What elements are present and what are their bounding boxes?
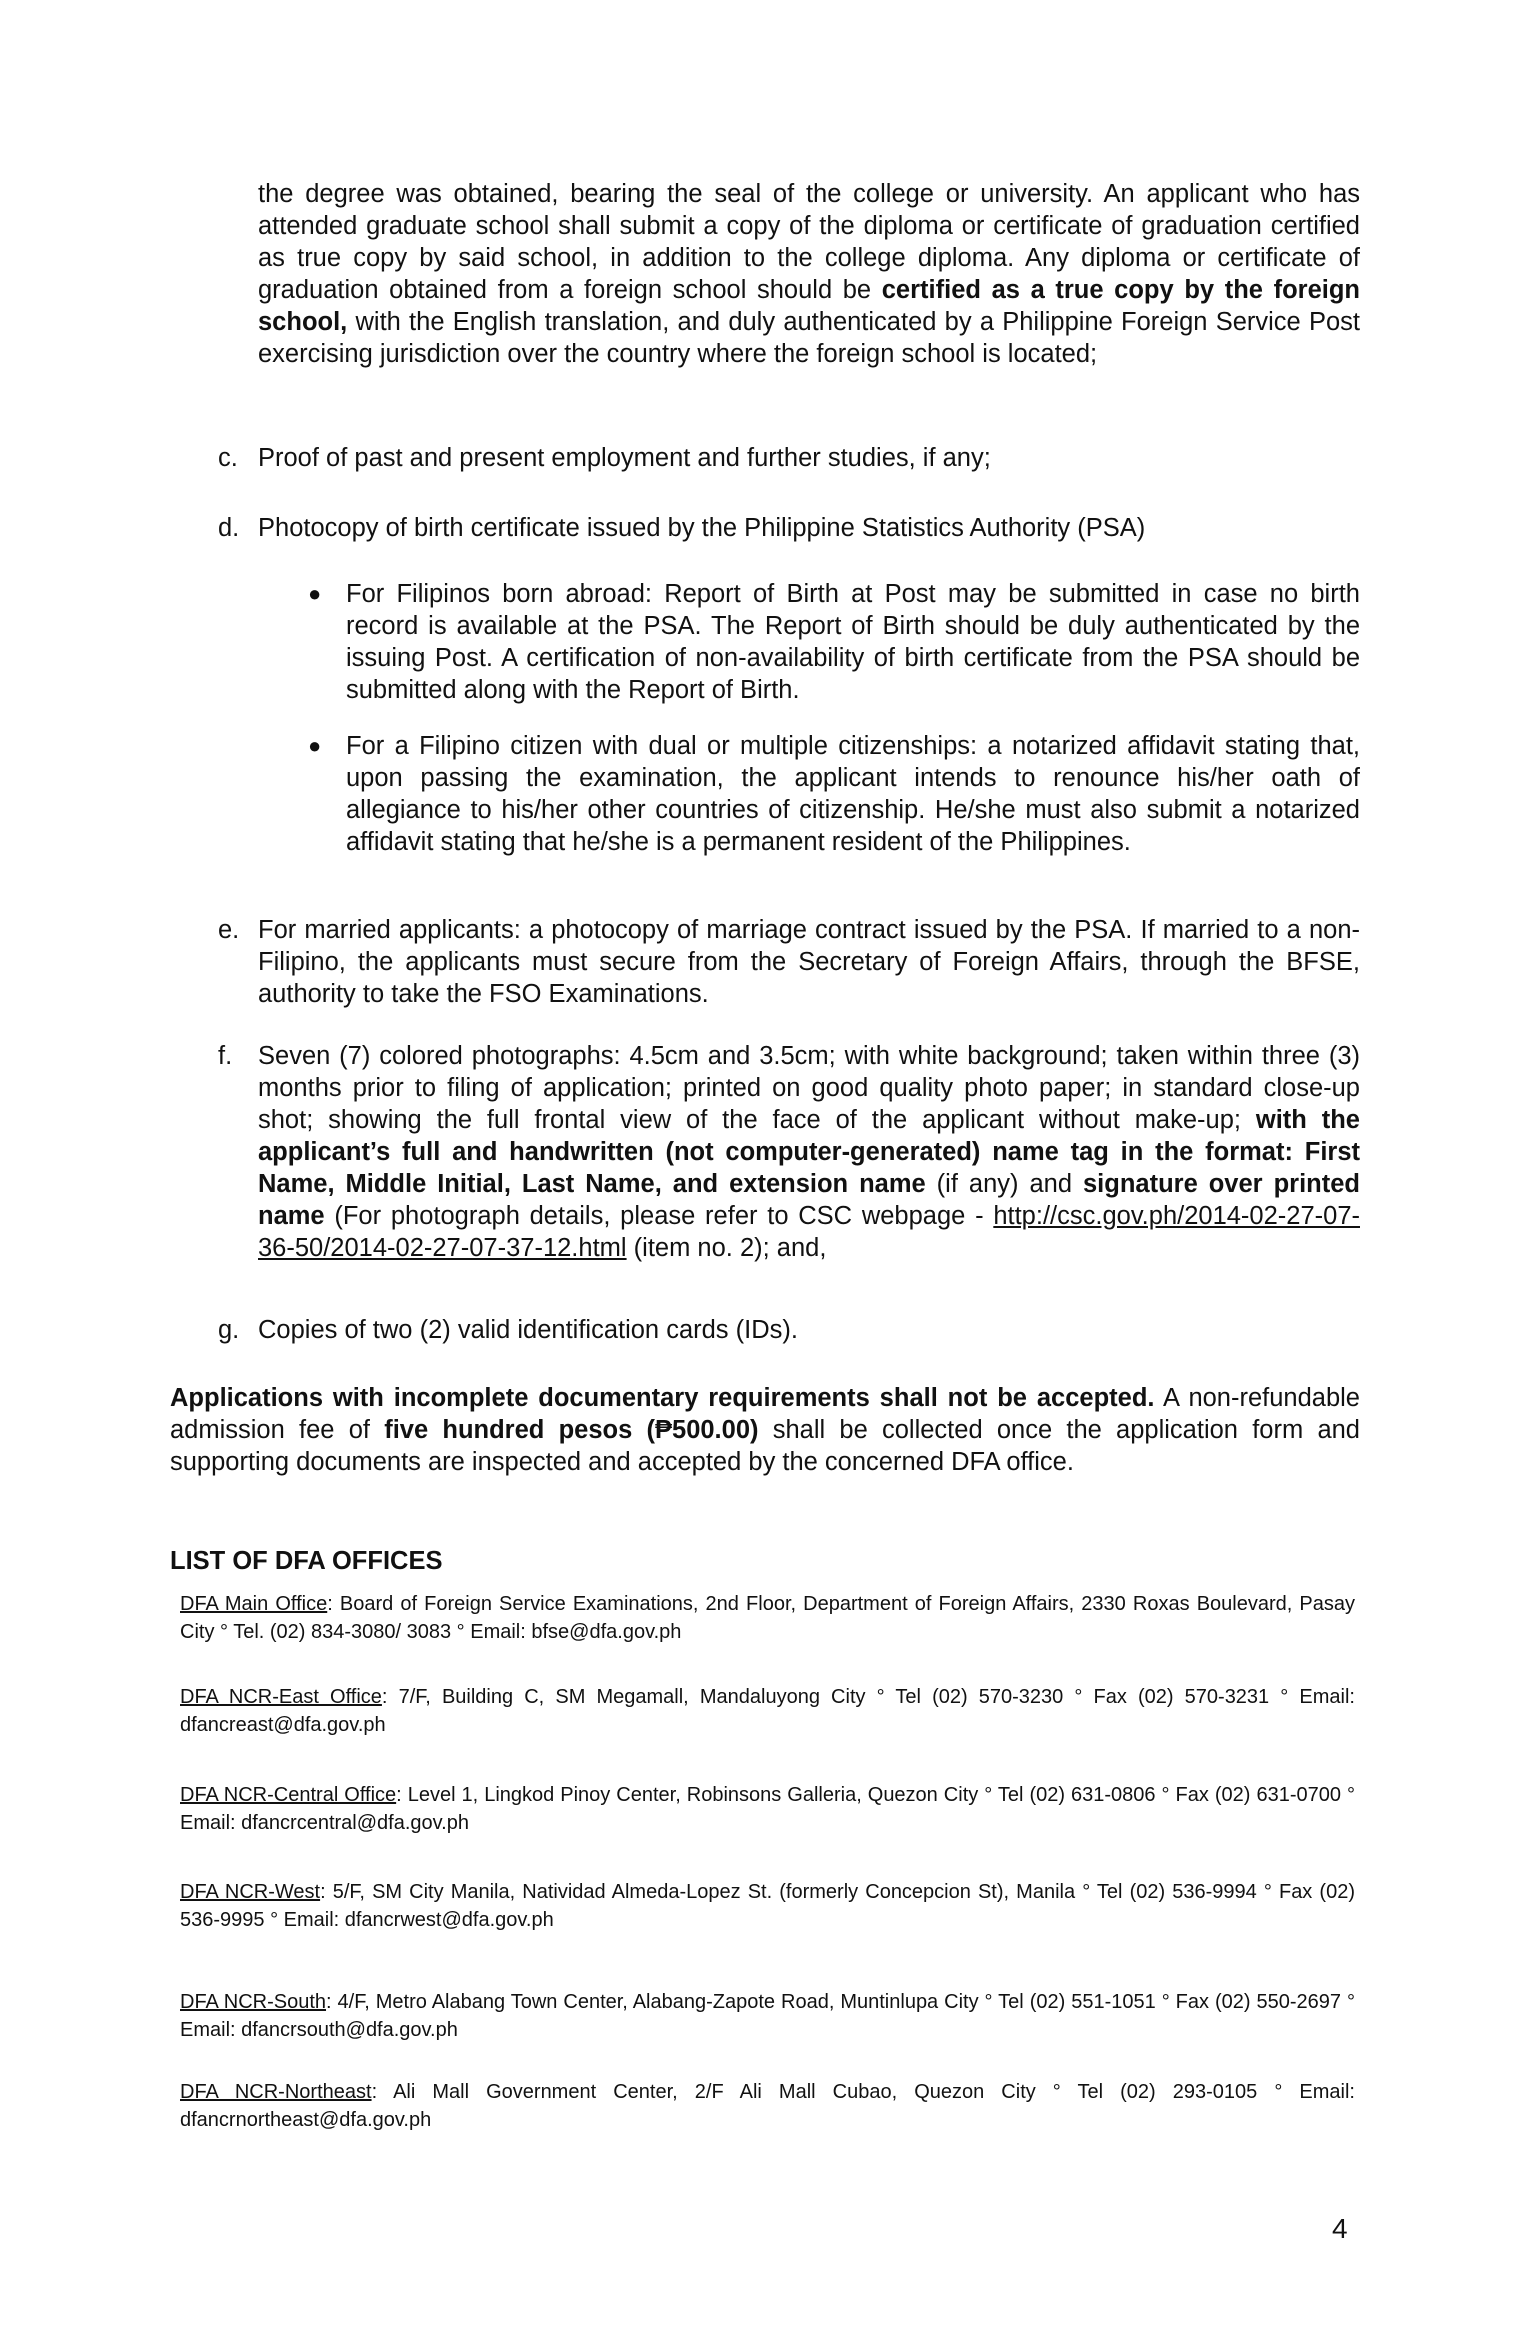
office-details: : 7/F, Building C, SM Megamall, Mandaluyong City ° Tel (02) 570-3230 ° Fax (02) 570-3231 ° Email: dfancreast@dfa.gov.ph [180, 1686, 1355, 1736]
intro-text: the degree was obtained, bearing the seal of the college or university. An applicant who has attended graduate school shall submit a copy of the diploma or certificate of graduation certified as true copy by said school, in addition to the college diploma. Any diploma or certificate of graduation obtained from a foreign school should be [258, 180, 1360, 304]
item-f-text-4: (item no. 2); and, [626, 1234, 827, 1262]
office-details: : Board of Foreign Service Examinations, 2nd Floor, Department of Foreign Affairs, 2330 Roxas Boulevard, Pasay City ° Tel. (02) 834-3080/ 3083 ° Email: bfse@dfa.gov.ph [180, 1593, 1355, 1643]
notice-bold-2: five hundred pesos (₱500.00) [384, 1416, 759, 1444]
office-details: : 5/F, SM City Manila, Natividad Almeda-Lopez St. (formerly Concepcion St), Manila ° Tel (02) 536-9994 ° Fax (02) 536-9995 ° Email: dfancrwest@dfa.gov.ph [180, 1881, 1355, 1931]
item-f [218, 1040, 1360, 1264]
intro-paragraph [258, 178, 1360, 370]
bullet-icon: ● [308, 733, 322, 758]
office-entry [180, 1988, 1355, 2044]
item-f-label: f. [218, 1042, 233, 1070]
bullet-icon: ● [308, 581, 322, 606]
notice-text-2: shall be collected once the application form and supporting documents are inspected and accepted by the concerned DFA office. [170, 1416, 1360, 1476]
item-d [218, 512, 1360, 544]
item-g-label: g. [218, 1316, 240, 1344]
item-e-text: For married applicants: a photocopy of marriage contract issued by the PSA. If married to a non-Filipino, the applicants must secure from the Secretary of Foreign Affairs, through the BFSE, authority to take the FSO Examinations. [258, 916, 1360, 1008]
office-name: DFA NCR-Central Office [180, 1784, 397, 1806]
item-c-text: Proof of past and present employment and further studies, if any; [258, 444, 991, 472]
item-e [218, 914, 1360, 1010]
item-f-text-2: (if any) and [925, 1170, 1083, 1198]
office-details: : 4/F, Metro Alabang Town Center, Alabang-Zapote Road, Muntinlupa City ° Tel (02) 551-1051 ° Fax (02) 550-2697 ° Email: dfancrsouth@dfa.gov.ph [180, 1991, 1355, 2041]
item-d-bullet-1 [308, 578, 1360, 706]
office-details: : Level 1, Lingkod Pinoy Center, Robinsons Galleria, Quezon City ° Tel (02) 631-0806 ° Fax (02) 631-0700 ° Email: dfancrcentral@dfa.gov.ph [180, 1784, 1355, 1834]
office-name: DFA NCR-East Office [180, 1686, 382, 1708]
offices-heading: LIST OF DFA OFFICES [170, 1547, 443, 1575]
office-details: : Ali Mall Government Center, 2/F Ali Mall Cubao, Quezon City ° Tel (02) 293-0105 ° Email: dfancrnortheast@dfa.gov.ph [180, 2081, 1355, 2131]
office-name: DFA Main Office [180, 1593, 328, 1615]
notice-bold-1: Applications with incomplete documentary requirements shall not be accepted. [170, 1384, 1155, 1412]
item-d-text: Photocopy of birth certificate issued by the Philippine Statistics Authority (PSA) [258, 514, 1146, 542]
intro-bold-text: certified as a true copy by the foreign school, [258, 276, 1360, 336]
page-number: 4 [1332, 2213, 1348, 2244]
office-entry [180, 1683, 1355, 1739]
csc-webpage-link[interactable]: http://csc.gov.ph/2014-02-27-07-36-50/2014-02-27-07-37-12.html [258, 1202, 1360, 1262]
office-name: DFA NCR-South [180, 1991, 327, 2013]
item-f-bold-2: signature over printed name [258, 1170, 1360, 1230]
intro-text-end: with the English translation, and duly authenticated by a Philippine Foreign Service Post exercising jurisdiction over the country where the foreign school is located; [258, 308, 1360, 368]
item-e-label: e. [218, 916, 240, 944]
office-entry [180, 1781, 1355, 1837]
item-f-text-3: (For photograph details, please refer to CSC webpage - [324, 1202, 994, 1230]
bullet-2-text: For a Filipino citizen with dual or multiple citizenships: a notarized affidavit stating that, upon passing the examination, the applicant intends to renounce his/her oath of allegiance to his/her other countries of citizenship. He/she must also submit a notarized affidavit stating that he/she is a permanent resident of the Philippines. [346, 732, 1360, 856]
office-entry [180, 1878, 1355, 1934]
office-name: DFA NCR-Northeast [180, 2081, 372, 2103]
application-notice [170, 1382, 1360, 1478]
item-d-bullet-2 [308, 730, 1360, 858]
item-c-label: c. [218, 444, 238, 472]
item-f-bold-1: with the applicant’s full and handwritten (not computer-generated) name tag in the format: First Name, Middle Initial, Last Name, and extension name [258, 1106, 1360, 1198]
item-c [218, 442, 1360, 474]
office-entry [180, 2078, 1355, 2134]
item-d-label: d. [218, 514, 240, 542]
notice-text-1: A non-refundable admission fee of [170, 1384, 1360, 1444]
bullet-1-text: For Filipinos born abroad: Report of Birth at Post may be submitted in case no birth record is available at the PSA. The Report of Birth should be duly authenticated by the issuing Post. A certification of non-availability of birth certificate from the PSA should be submitted along with the Report of Birth. [346, 580, 1360, 704]
item-f-text-1: Seven (7) colored photographs: 4.5cm and 3.5cm; with white background; taken within three (3) months prior to filing of application; printed on good quality photo paper; in standard close-up shot; showing the full frontal view of the face of the applicant without make-up; [258, 1042, 1360, 1134]
office-name: DFA NCR-West [180, 1881, 321, 1903]
item-g [218, 1314, 1360, 1346]
item-g-text: Copies of two (2) valid identification cards (IDs). [258, 1316, 798, 1344]
office-entry [180, 1590, 1355, 1646]
